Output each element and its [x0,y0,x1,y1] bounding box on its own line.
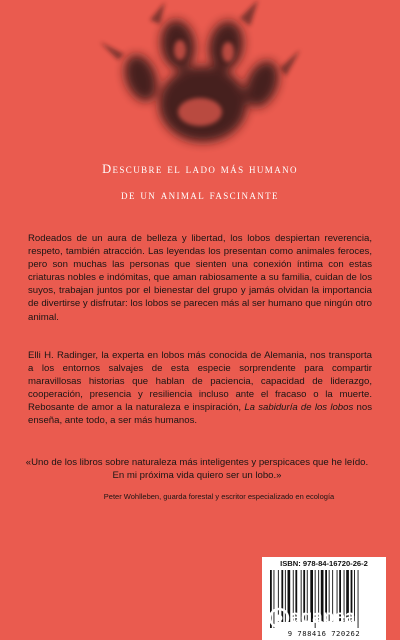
watermark [268,603,400,633]
watermark-text: agapea [290,607,356,628]
description-paragraph: Rodeados de un aura de belleza y libertad, los lobos despiertan reverencia, respeto, también atracción. Las leyendas los presentan como animales feroces, pero son muchas las personas que sienten una conexión íntima con estas criaturas nobles e indómitas, que aman rabiosamente a su familia, cuidan de los suyos, trabajan juntos por el bienestar del grupo y jamás olvidan la importancia de divertirse y disfrutar: los lobos se parecen más al ser humano que ningún otro animal. [28,233,372,323]
agapea-logo-icon [268,607,290,629]
author-paragraph-ending: nos enseña, ante todo, a ser más humanos. [28,402,372,427]
quote-attribution: Peter Wohlleben, guarda forestal y escritor especializado en ecología [103,492,335,501]
watermark-tld: .com [364,623,382,630]
author-paragraph [28,349,372,428]
isbn-label: ISBN: 978-84-16720-26-2 [280,559,368,568]
author-paragraph-text: Elli H. Radinger, la experta en lobos más conocida de Alemania, nos transporta a los entornos salvajes de esta especie sorprendente para compartir maravillosas historias que hablan de paciencia, capacidad de liderazgo, cooperación, presencia y resiliencia incluso ante el fracaso o la muerte. Rebosante de amor a la naturaleza e inspiración, [28,350,372,414]
paw-print-image [0,0,400,160]
tagline-line-1: Descubre el lado más humano [102,162,298,176]
barcode-number: 9 788416 720262 [287,629,361,638]
tagline-line-2: de un animal fascinante [121,188,279,202]
book-title: La sabiduría de los lobos [244,402,354,414]
review-quote: «Uno de los libros sobre naturaleza más inteligentes y perspicaces que he leído. En mi próxima vida quiero ser un lobo.» [25,457,369,482]
